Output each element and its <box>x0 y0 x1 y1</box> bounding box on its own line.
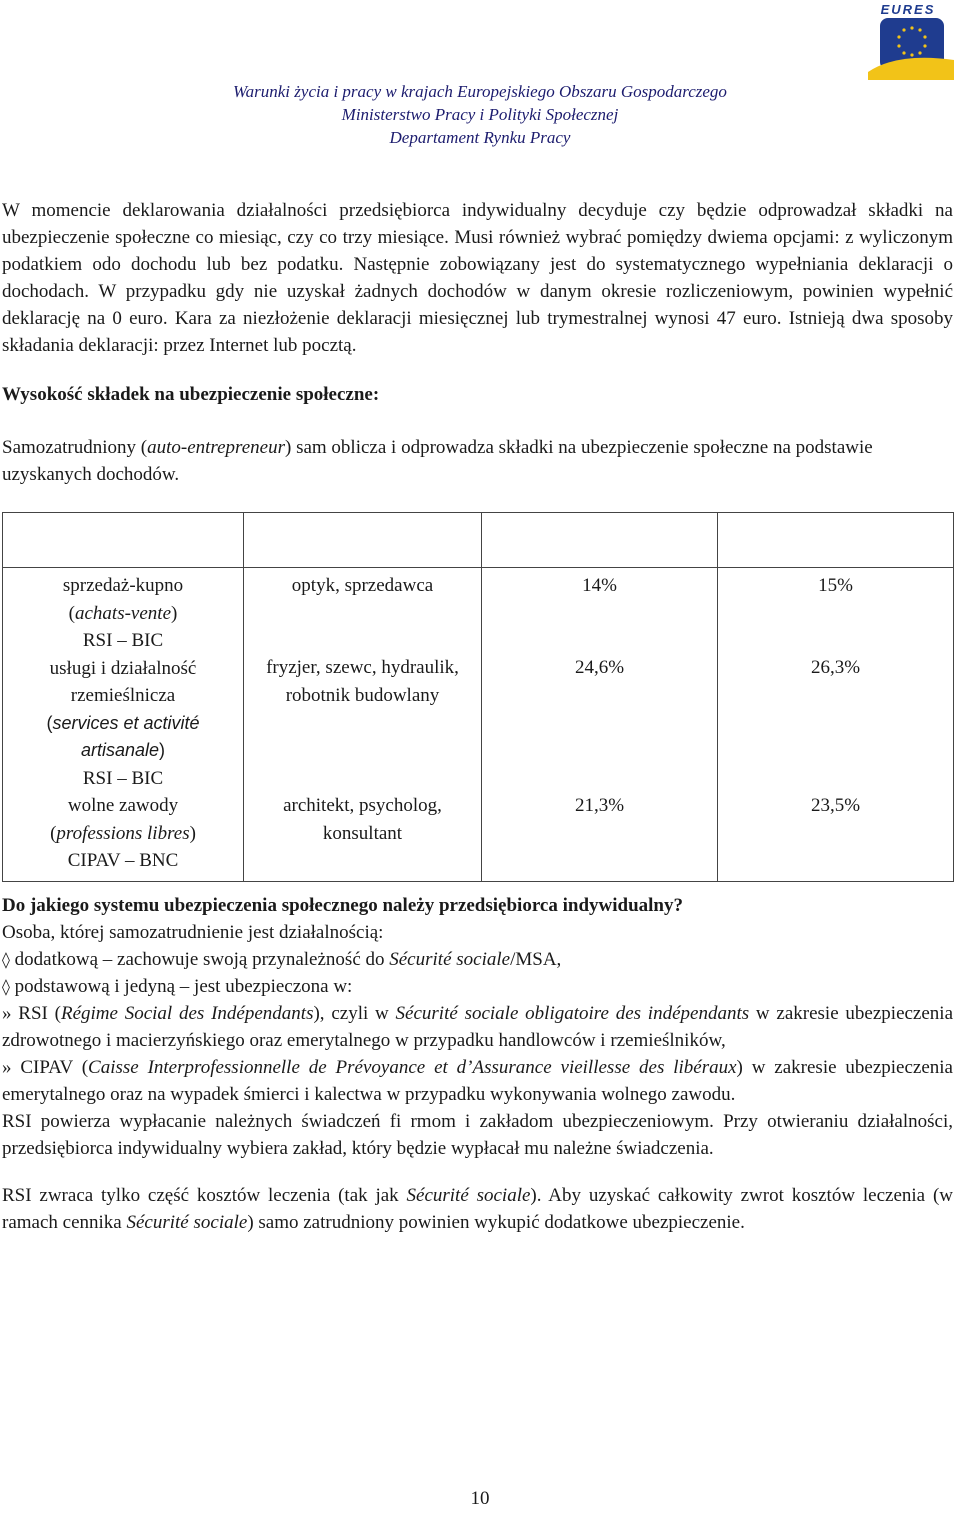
header-line-3: Departament Rynku Pracy <box>389 128 571 147</box>
header-line-2: Ministerstwo Pracy i Polityki Społecznej <box>341 105 619 124</box>
table-header-cell <box>718 513 954 568</box>
text-run-italic: Régime Social des Indépendants <box>60 1002 314 1024</box>
rate1-row-2: 24,6% <box>574 657 625 678</box>
category-row-2-french: (services et activité artisanale) <box>46 712 200 760</box>
text-run: ) w zakresie ubezpieczenia emerytalnego oraz na wypadek śmierci i kalectwa w przypadku wykonywania wolnego zawodu. <box>2 1056 953 1105</box>
rate1-row-3: 21,3% <box>574 795 625 816</box>
table-examples-cell <box>244 568 482 882</box>
document-body <box>2 197 953 1236</box>
table-header-cell <box>482 513 718 568</box>
text-run: /MSA, <box>510 948 562 970</box>
text-run-italic: achats-vente <box>74 602 171 624</box>
category-row-3-name: wolne zawody <box>67 795 179 816</box>
paragraph-rsi-benefits: RSI powierza wypłacanie należnych świadczeń fi rmom i zakładom ubezpieczeniowym. Przy otwieraniu działalności, przedsiębiorca indywidualny wybiera zakład, który będzie wypłacał mu należne świadczenia. <box>2 1110 953 1159</box>
eures-logo <box>868 2 954 80</box>
section-heading-contributions: Wysokość składek na ubezpieczenie społeczne: <box>2 384 380 405</box>
diamond-bullet-icon: ◊ <box>2 976 10 996</box>
paragraph-rsi-refund <box>2 1182 953 1236</box>
text-run: ) sam oblicza i odprowadza składki na ubezpieczenie społeczne na podstawie uzyskanych dochodów. <box>2 437 873 485</box>
text-run: » CIPAV ( <box>2 1056 89 1078</box>
text-run: ). Aby uzyskać całkowity zwrot kosztów leczenia (w ramach cennika <box>2 1184 953 1233</box>
contribution-rates-table <box>2 512 954 882</box>
text-run: RSI zwraca tylko część kosztów leczenia (tak jak <box>2 1184 407 1206</box>
eures-logo-graphic <box>868 2 954 80</box>
text-run: Samozatrudniony ( <box>2 437 148 458</box>
bullet-additional <box>2 946 953 973</box>
text-run-italic: Sécurité sociale <box>126 1211 248 1233</box>
table-rate2-cell <box>718 568 954 882</box>
text-run: w zakresie ubezpieczenia zdrowotnego i macierzyńskiego oraz emerytalnego w przypadku handlowców i rzemieślników, <box>2 1002 954 1051</box>
bullet-primary <box>2 973 953 1000</box>
text-run: dodatkową – zachowuje swoją przynależność do <box>9 948 390 970</box>
text-run: » RSI ( <box>2 1002 61 1024</box>
header-line-1: Warunki życia i pracy w krajach Europejskiego Obszaru Gospodarczego <box>233 82 727 101</box>
text-run-italic: Sécurité sociale <box>389 948 511 970</box>
text-run: podstawową i jedyną – jest ubezpieczona w: <box>9 975 353 997</box>
text-run-italic: Sécurité sociale <box>406 1184 531 1206</box>
page-number: 10 <box>470 1488 490 1509</box>
table-header-row <box>3 513 954 568</box>
document-header <box>0 80 960 149</box>
table-header-cell <box>244 513 482 568</box>
table-data-row <box>3 568 954 882</box>
section-heading-insurance-system: Do jakiego systemu ubezpieczenia społecznego należy przedsiębiorca indywidualny? <box>2 894 683 916</box>
category-row-1-code: RSI – BIC <box>82 630 164 651</box>
table-category-cell <box>3 568 244 882</box>
rate2-row-2: 26,3% <box>810 657 861 678</box>
text-run-italic: Caisse Interprofessionnelle de Prévoyance et d’Assurance vieillesse des libéraux <box>88 1056 737 1078</box>
category-row-2-code: RSI – BIC <box>82 767 164 789</box>
category-row-1-name: sprzedaż-kupno <box>62 575 184 596</box>
rate2-row-1: 15% <box>818 575 853 596</box>
examples-row-3: architekt, psycholog, konsultant <box>283 795 442 844</box>
table-rate1-cell <box>482 568 718 882</box>
paragraph-rsi <box>2 1000 953 1054</box>
examples-row-2: fryzjer, szewc, hydraulik, robotnik budowlany <box>266 657 459 706</box>
category-row-3-french: (professions libres) <box>50 822 196 844</box>
paragraph-declaration: W momencie deklarowania działalności przedsiębiorca indywidualny decyduje czy będzie odprowadzał składki na ubezpieczenie społeczne co miesiąc, czy co trzy miesiące. Musi również wybrać pomiędzy dwiema opcjami: z wyliczonym podatkiem odo dochodu lub bez podatku. Następnie zobowiązany jest do systematycznego wypełniania deklaracji o dochodach. W przypadku gdy nie uzyskał żadnych dochodów w danym okresie rozliczeniowym, powinien wypełnić deklarację na 0 euro. Kara za niezłożenie deklaracji miesięcznej lub trymestralnej wynosi 47 euro. Istnieją dwa sposoby składania deklaracji: przez Internet lub pocztą. <box>2 200 953 356</box>
paragraph-intro: Osoba, której samozatrudnienie jest działalnością: <box>2 921 384 943</box>
text-run-italic: services et activité artisanale <box>52 712 200 760</box>
diamond-bullet-icon: ◊ <box>2 949 10 969</box>
category-row-1-french: (achats-vente) <box>68 602 178 624</box>
rate1-row-1: 14% <box>582 575 617 596</box>
paragraph-self-employed <box>2 434 953 488</box>
category-row-3-code: CIPAV – BNC <box>67 850 179 871</box>
logo-wordmark: EURES <box>880 2 936 17</box>
text-run-italic: Sécurité sociale obligatoire des indépendants <box>395 1002 750 1024</box>
paragraph-cipav <box>2 1054 953 1108</box>
text-run-italic: professions libres <box>56 822 190 844</box>
rate2-row-3: 23,5% <box>810 795 861 816</box>
examples-row-1: optyk, sprzedawca <box>291 575 434 596</box>
text-run: ) samo zatrudniony powinien wykupić dodatkowe ubezpieczenie. <box>247 1211 745 1233</box>
text-run-italic: auto-entrepreneur <box>147 437 285 458</box>
category-row-2-name: usługi i działalność rzemieślnicza <box>49 657 197 706</box>
text-run: ), czyli w <box>313 1002 396 1024</box>
table-header-cell <box>3 513 244 568</box>
